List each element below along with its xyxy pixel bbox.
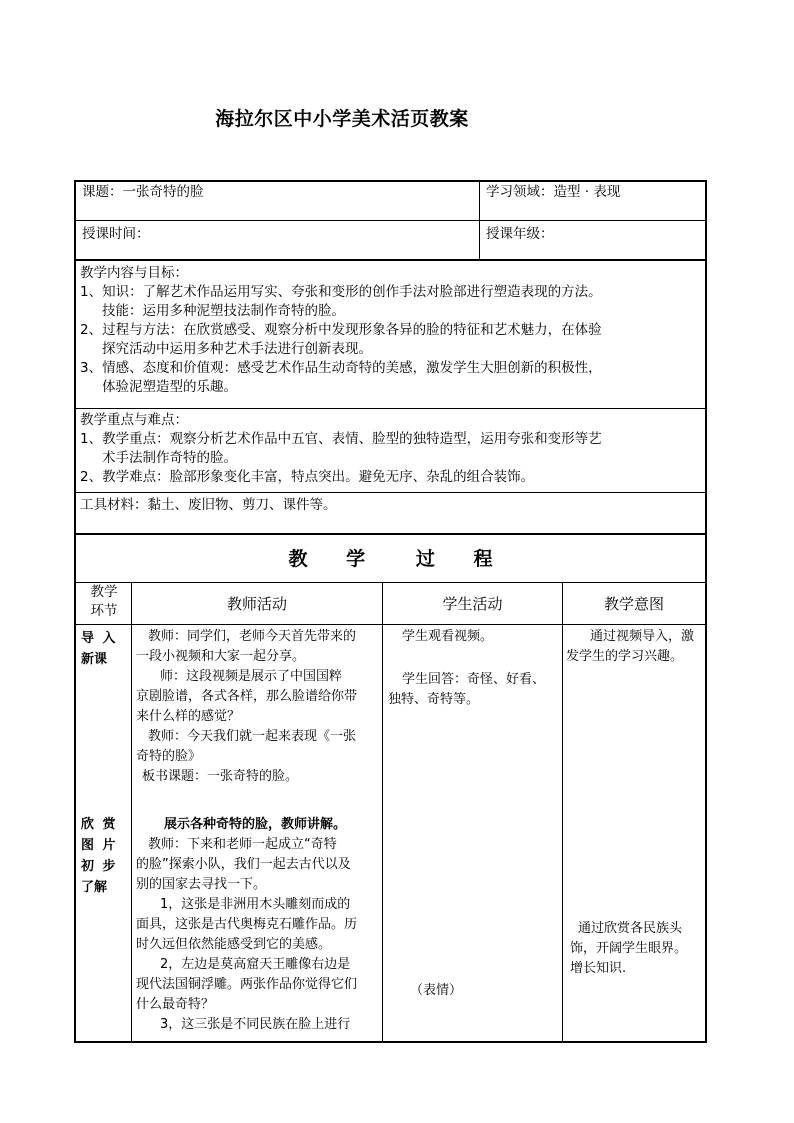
- objectives-heading: 教学内容与目标：: [80, 265, 188, 281]
- stage-label-line: 新课: [81, 652, 108, 667]
- objective-line: 探究活动中运用多种艺术手法进行创新表现。: [102, 341, 372, 357]
- stage-label-line: 导 入: [81, 631, 118, 646]
- row-divider: [74, 220, 707, 221]
- row-divider: [74, 582, 707, 583]
- intent-appreciate: [570, 919, 688, 979]
- intent-intro: [566, 627, 695, 667]
- materials-text: 工具材料：黏土、废旧物、剪刀、课件等。: [80, 497, 337, 513]
- intent-line: 通过欣赏各民族头: [578, 921, 683, 936]
- teacher-line: 2，左边是莫高窟天王雕像右边是: [160, 957, 351, 972]
- stage-header-line: 教学: [90, 584, 118, 600]
- table-border-bottom: [74, 1041, 707, 1043]
- process-char: 过: [415, 548, 435, 570]
- teacher-line: 展示各种奇特的脸，教师讲解。: [164, 817, 347, 832]
- stage-label-line: 欣 赏: [81, 817, 118, 832]
- teacher-line: 教师：下来和老师一起成立“奇特: [148, 837, 337, 852]
- col-divider: [131, 582, 132, 1043]
- student-line: 学生回答：奇怪、好看、: [402, 672, 546, 687]
- keypoint-line: 术手法制作奇特的脸。: [102, 450, 237, 466]
- table-border-left: [74, 180, 76, 1043]
- student-activity-watch: 学生观看视频。: [402, 629, 494, 644]
- lesson-title: 课题：一张奇特的脸: [82, 184, 204, 200]
- row-divider: [74, 492, 707, 493]
- teacher-line: 一段小视频和大家一起分享。: [136, 649, 306, 664]
- teacher-line: 时久远但依然能感受到它的美感。: [136, 937, 332, 952]
- lesson-plan-table: [74, 180, 707, 1043]
- objective-line: 3、情感、态度和价值观：感受艺术作品生动奇特的美感，激发学生大胆创新的积极性，: [80, 360, 602, 376]
- table-border-right: [705, 180, 707, 1043]
- student-activity-answer: [388, 670, 546, 710]
- row-divider: [74, 624, 707, 625]
- table-border-top: [74, 180, 707, 182]
- keypoint-line: 2、教学难点：脸部形象变化丰富，特点突出。避免无序、杂乱的组合装饰。: [80, 469, 535, 485]
- teacher-line: 师：这段视频是展示了中国国粹: [160, 669, 343, 684]
- learning-domain: 学习领域：造型 · 表现: [486, 184, 621, 200]
- keypoints-heading: 教学重点与难点：: [80, 412, 188, 428]
- col-divider: [479, 180, 480, 260]
- intent-line: 发学生的学习兴趣。: [566, 649, 684, 664]
- col-divider: [562, 582, 563, 1043]
- intent-column-header: 教学意图: [603, 595, 664, 613]
- teacher-line: 奇特的脸》: [136, 749, 202, 764]
- teacher-line: 来什么样的感觉？: [136, 709, 241, 724]
- stage-intro: [81, 628, 127, 670]
- stage-label-line: 了解: [81, 880, 108, 895]
- teaching-grade: 授课年级：: [486, 226, 554, 242]
- stage-label-line: 图 片: [81, 838, 118, 853]
- teaching-time: 授课时间：: [82, 226, 150, 242]
- keypoint-line: 1、教学重点：观察分析艺术作品中五官、表情、脸型的独特造型，运用夸张和变形等艺: [80, 431, 602, 447]
- teacher-line: 教师：同学们，老师今天首先带来的: [148, 629, 357, 644]
- col-divider: [382, 582, 383, 1043]
- process-char: 程: [473, 548, 493, 570]
- objective-line: 1、知识：了解艺术作品运用写实、夸张和变形的创作手法对脸部进行塑造表现的方法。: [80, 284, 602, 300]
- teacher-line: 1，这张是非洲用木头雕刻而成的: [160, 897, 351, 912]
- row-divider: [74, 259, 707, 261]
- student-column-header: 学生活动: [442, 595, 503, 613]
- teacher-activity: [136, 627, 357, 787]
- objectives-section: [80, 264, 602, 397]
- student-line: 独特、奇特等。: [388, 692, 480, 707]
- process-char: 教: [288, 548, 308, 570]
- teacher-line: 教师：今天我们就一起来表现《一张: [148, 729, 357, 744]
- teacher-line: 京剧脸谱，各式各样，那么脸谱给你带: [136, 689, 358, 704]
- teacher-column-header: 教师活动: [226, 595, 287, 613]
- student-activity-expression: （表情）: [410, 983, 463, 998]
- teacher-line: 什么最奇特？: [136, 997, 215, 1012]
- stage-appreciate: [81, 814, 127, 898]
- intent-line: 饰，开阔学生眼界。: [570, 941, 688, 956]
- teacher-line: 3，这三张是不同民族在脸上进行: [160, 1017, 351, 1032]
- objective-line: 2、过程与方法：在欣赏感受、观察分析中发现形象各异的脸的特征和艺术魅力，在体验: [80, 322, 602, 338]
- teacher-activity-appreciate: [136, 815, 357, 1035]
- objective-line: 体验泥塑造型的乐趣。: [102, 379, 237, 395]
- process-char: 学: [346, 548, 366, 570]
- process-heading: [74, 544, 707, 571]
- intent-line: 增长知识.: [570, 961, 627, 976]
- teacher-line: 板书课题：一张奇特的脸。: [142, 769, 299, 784]
- teacher-line: 面具，这张是古代奥梅克石雕作品。历: [136, 917, 358, 932]
- teacher-line: 现代法国铜浮雕。两张作品你觉得它们: [136, 977, 358, 992]
- stage-label-line: 初 步: [81, 859, 118, 874]
- row-divider: [74, 533, 707, 535]
- stage-header-line: 环节: [90, 603, 118, 619]
- objective-line: 技能：运用多种泥塑技法制作奇特的脸。: [102, 303, 345, 319]
- teacher-line: 的脸”探索小队，我们一起去古代以及: [136, 857, 351, 872]
- page-title: 海拉尔区中小学美术活页教案: [215, 108, 469, 130]
- teacher-line: 别的国家去寻找一下。: [136, 877, 267, 892]
- intent-line: 通过视频导入，激: [590, 629, 695, 644]
- stage-column-header: [82, 583, 126, 621]
- row-divider: [74, 408, 707, 409]
- keypoints-section: [80, 411, 602, 487]
